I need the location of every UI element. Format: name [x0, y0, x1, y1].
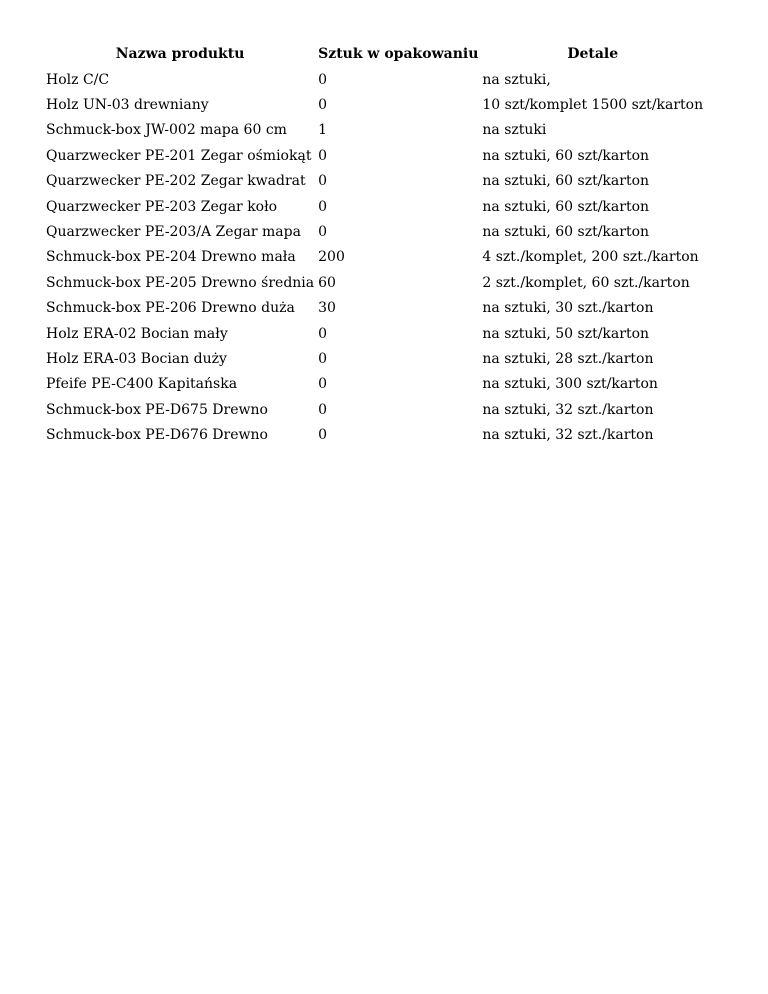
product-name-cell: Quarzwecker PE-201 Zegar ośmiokąt	[46, 147, 312, 164]
details-cell: na sztuki	[482, 122, 547, 139]
table-row	[44, 118, 705, 143]
table-row	[44, 346, 705, 371]
product-name-cell: Quarzwecker PE-202 Zegar kwadrat	[46, 173, 306, 190]
table-row	[44, 422, 705, 447]
product-name-cell: Schmuck-box PE-D675 Drewno	[46, 401, 268, 418]
details-cell: na sztuki, 300 szt/karton	[482, 376, 658, 393]
pieces-per-package-cell: 0	[318, 401, 328, 418]
table-row	[44, 270, 705, 295]
header-product-name: Nazwa produktu	[115, 46, 245, 62]
product-name-cell: Holz C/C	[46, 71, 110, 88]
details-cell: 10 szt/komplet 1500 szt/karton	[482, 97, 704, 114]
pieces-per-package-cell: 0	[318, 325, 328, 342]
pieces-per-package-cell: 200	[318, 249, 345, 266]
details-cell: 2 szt./komplet, 60 szt./karton	[482, 274, 690, 291]
products-table	[44, 41, 705, 448]
pieces-per-package-cell: 0	[318, 147, 328, 164]
table-row	[44, 372, 705, 397]
table-row	[44, 321, 705, 346]
pieces-per-package-cell: 0	[318, 198, 328, 215]
pieces-per-package-cell: 0	[318, 173, 328, 190]
pieces-per-package-cell: 0	[318, 376, 328, 393]
details-cell: na sztuki, 50 szt/karton	[482, 325, 650, 342]
header-details: Detale	[567, 46, 619, 62]
pieces-per-package-cell: 30	[318, 300, 336, 317]
table-row	[44, 92, 705, 117]
table-row	[44, 245, 705, 270]
details-cell: na sztuki, 60 szt/karton	[482, 173, 650, 190]
table-row	[44, 169, 705, 194]
pieces-per-package-cell: 60	[318, 274, 336, 291]
product-name-cell: Schmuck-box PE-D676 Drewno	[46, 427, 268, 444]
product-name-cell: Quarzwecker PE-203 Zegar koło	[46, 198, 278, 215]
pieces-per-package-cell: 0	[318, 350, 328, 367]
details-cell: na sztuki, 30 szt./karton	[482, 300, 654, 317]
table-row	[44, 67, 705, 92]
pieces-per-package-cell: 1	[318, 122, 328, 139]
details-cell: na sztuki, 32 szt./karton	[482, 401, 654, 418]
table-header	[44, 41, 705, 67]
table-row	[44, 397, 705, 422]
pieces-per-package-cell: 0	[318, 97, 328, 114]
table-row	[44, 143, 705, 168]
table-row	[44, 219, 705, 244]
product-name-cell: Holz ERA-02 Bocian mały	[46, 325, 228, 342]
product-name-cell: Schmuck-box PE-206 Drewno duża	[46, 300, 295, 317]
pieces-per-package-cell: 0	[318, 427, 328, 444]
details-cell: na sztuki, 60 szt/karton	[482, 224, 650, 241]
product-name-cell: Schmuck-box JW-002 mapa 60 cm	[46, 122, 287, 139]
details-cell: 4 szt./komplet, 200 szt./karton	[482, 249, 699, 266]
header-pieces-per-package: Sztuk w opakowaniu	[318, 46, 479, 62]
pieces-per-package-cell: 0	[318, 224, 328, 241]
table-body	[44, 67, 705, 448]
details-cell: na sztuki, 60 szt/karton	[482, 147, 650, 164]
product-name-cell: Pfeife PE-C400 Kapitańska	[46, 376, 238, 393]
details-cell: na sztuki,	[482, 71, 551, 88]
details-cell: na sztuki, 28 szt./karton	[482, 350, 654, 367]
details-cell: na sztuki, 60 szt/karton	[482, 198, 650, 215]
product-name-cell: Quarzwecker PE-203/A Zegar mapa	[46, 224, 301, 241]
pieces-per-package-cell: 0	[318, 71, 328, 88]
table-row	[44, 194, 705, 219]
details-cell: na sztuki, 32 szt./karton	[482, 427, 654, 444]
product-name-cell: Holz ERA-03 Bocian duży	[46, 350, 227, 367]
header-row	[44, 41, 705, 67]
table-row	[44, 296, 705, 321]
product-name-cell: Holz UN-03 drewniany	[46, 97, 209, 114]
product-name-cell: Schmuck-box PE-204 Drewno mała	[46, 249, 296, 266]
product-name-cell: Schmuck-box PE-205 Drewno średnia	[46, 274, 315, 291]
